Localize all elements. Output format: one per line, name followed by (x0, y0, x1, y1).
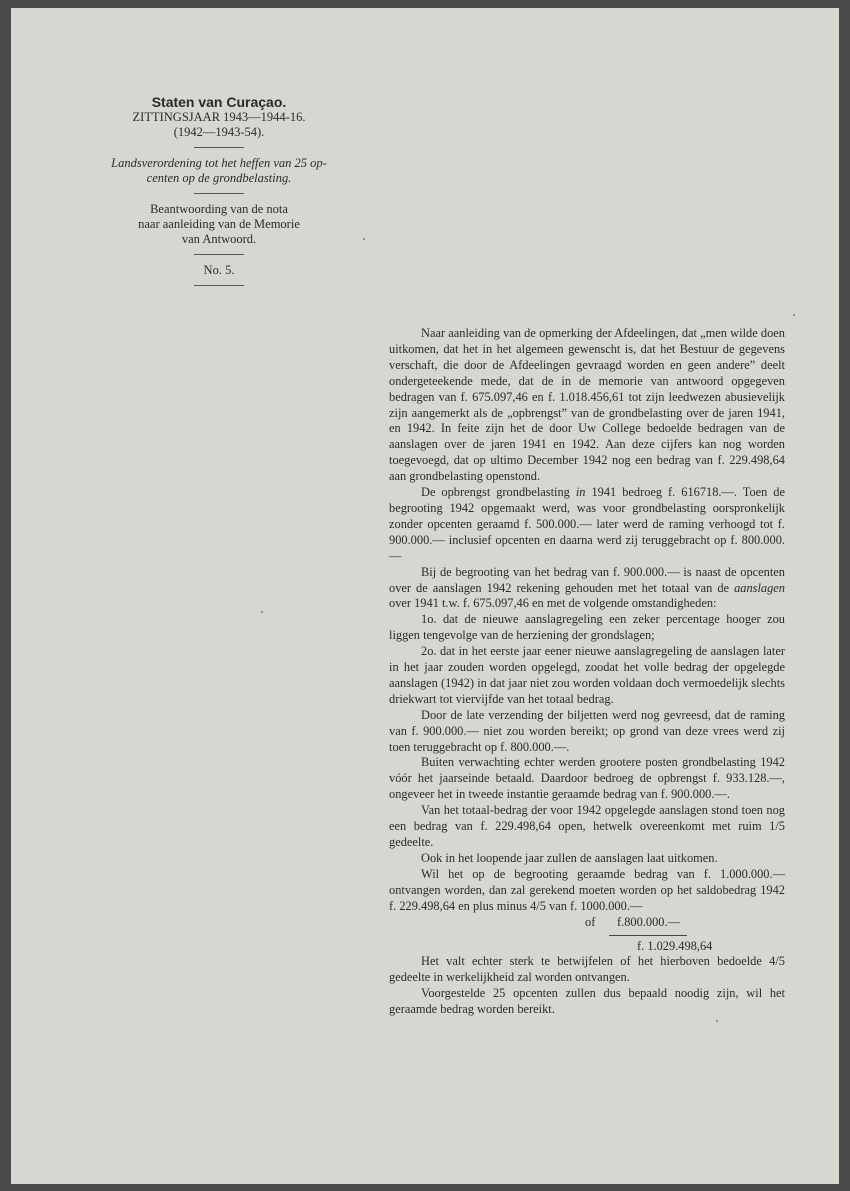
paragraph: Door de late verzending der biljetten werd nog gevreesd, dat de raming van f. 900.000.— niet zou worden bereikt; op grond van deze vrees werd zij toen teruggebracht op f. 800.000.—. (389, 707, 785, 754)
paper-speck (793, 314, 795, 316)
paragraph: Naar aanleiding van de opmerking der Afdeelingen, dat „men wilde doen uitkomen, dat het in het algemeen gewenscht is, dat het Bestuur de gegevens verschaft, die door de Afdeelingen gevraagd worden en geen andere” deelt ondergeteekende mede, dat de in de memorie van antwoord opgegeven bedragen van f. 675.097,46 en f. 1.018.456,61 tot zijn leedwezen abusievelijk zijn aangemerkt als de „opbrengst” van de grondbelasting over de jaren 1941, en 1942. In feite zijn het de door Uw College bedoelde bedragen van de aanslagen over de jaren 1941 en 1942. Aan deze cijfers kan nog worden toegevoegd, dat op ultimo December 1942 nog een bedrag van f. 229.498,64 aan grondbelasting openstond. (389, 326, 785, 484)
paragraph: Wil het op de begrooting geraamde bedrag van f. 1.000.000.— ontvangen worden, dan zal gerekend moeten worden op het saldobedrag 1942 f. 229.498,64 en plus minus 4/5 van f. 1000.000.— (389, 866, 785, 913)
divider (194, 254, 244, 255)
paragraph: Het valt echter sterk te betwijfelen of het hierboven bedoelde 4/5 gedeelte in werkelijkheid zal worden ontvangen. (389, 954, 785, 985)
divider (194, 285, 244, 286)
document-header (69, 94, 369, 294)
reply-line: Beantwoording van de nota (150, 202, 288, 216)
paragraph: Ook in het loopende jaar zullen de aanslagen laat uitkomen. (421, 850, 718, 865)
paragraph: Buiten verwachting echter werden grootere posten grondbelasting 1942 vóór het jaarseinde betaald. Daardoor bedroeg de opbrengst f. 933.128.—, ongeveer het in tweede instantie geraamde bedrag van f. 900.000.—. (389, 755, 785, 802)
of-label: of (585, 914, 596, 929)
paper-speck (363, 238, 365, 240)
divider (194, 147, 244, 148)
paragraph: Bij de begrooting van het bedrag van f. 900.000.— is naast de opcenten over de aanslagen 1942 rekening gehouden met het totaal van de aanslagen over 1941 t.w. f. 675.097,46 en met de volgende omstandigheden: (389, 564, 785, 611)
of-amount: f.800.000.— (617, 914, 680, 929)
paragraph: 1o. dat de nieuwe aanslagregeling een zeker percentage hooger zou liggen tengevolge van de herziening der grondslagen; (389, 612, 785, 643)
paragraph: De opbrengst grondbelasting in 1941 bedroeg f. 616718.—. Toen de begrooting 1942 opgemaakt werd, was voor grondbelasting oorspronkelijk zonder opcenten geraamd f. 500.000.— later werd de raming verhoogd tot f. 900.000.— inclusief opcenten en daarna werd zij teruggebracht op f. 800.000.— (389, 485, 785, 563)
document-number: No. 5. (203, 263, 235, 277)
paragraph: Voorgestelde 25 opcenten zullen dus bepaald noodig zijn, wil het geraamde bedrag worden bereikt. (389, 986, 785, 1017)
sum-rule (609, 935, 687, 936)
paragraph: Van het totaal-bedrag der voor 1942 opgelegde aanslagen stond toen nog een bedrag van f. 229.498,64 open, hetwelk overeenkomt met ruim 1/5 gedeelte. (389, 803, 785, 849)
divider (194, 193, 244, 194)
document-page (11, 8, 839, 1184)
document-body (389, 326, 785, 1018)
paper-speck (716, 1020, 718, 1022)
reply-line: naar aanleiding van de Memorie (138, 217, 300, 231)
session-line: ZITTINGSJAAR 1943—1944-16. (132, 110, 306, 124)
reply-line: van Antwoord. (181, 232, 257, 246)
organization-title: Staten van Curaçao. (151, 94, 287, 110)
paper-speck (261, 611, 263, 613)
ordinance-line: centen op de grondbelasting. (146, 171, 292, 185)
paragraph: 2o. dat in het eerste jaar eener nieuwe aanslagregeling de aanslagen later in het jaar zouden worden opgelegd, zoodat het volle bedrag der opgelegde aanslagen (1942) in dat jaar niet zou worden voldaan doch vermoedelijk slechts driekwart tot viervijfde van het totaal bedrag. (389, 644, 785, 706)
sum-line (389, 915, 785, 931)
reference-line: (1942—1943-54). (173, 125, 265, 139)
sum-total: f. 1.029.498,64 (637, 938, 713, 953)
ordinance-title (69, 156, 369, 186)
ordinance-line: Landsverordening tot het heffen van 25 op- (111, 156, 327, 170)
